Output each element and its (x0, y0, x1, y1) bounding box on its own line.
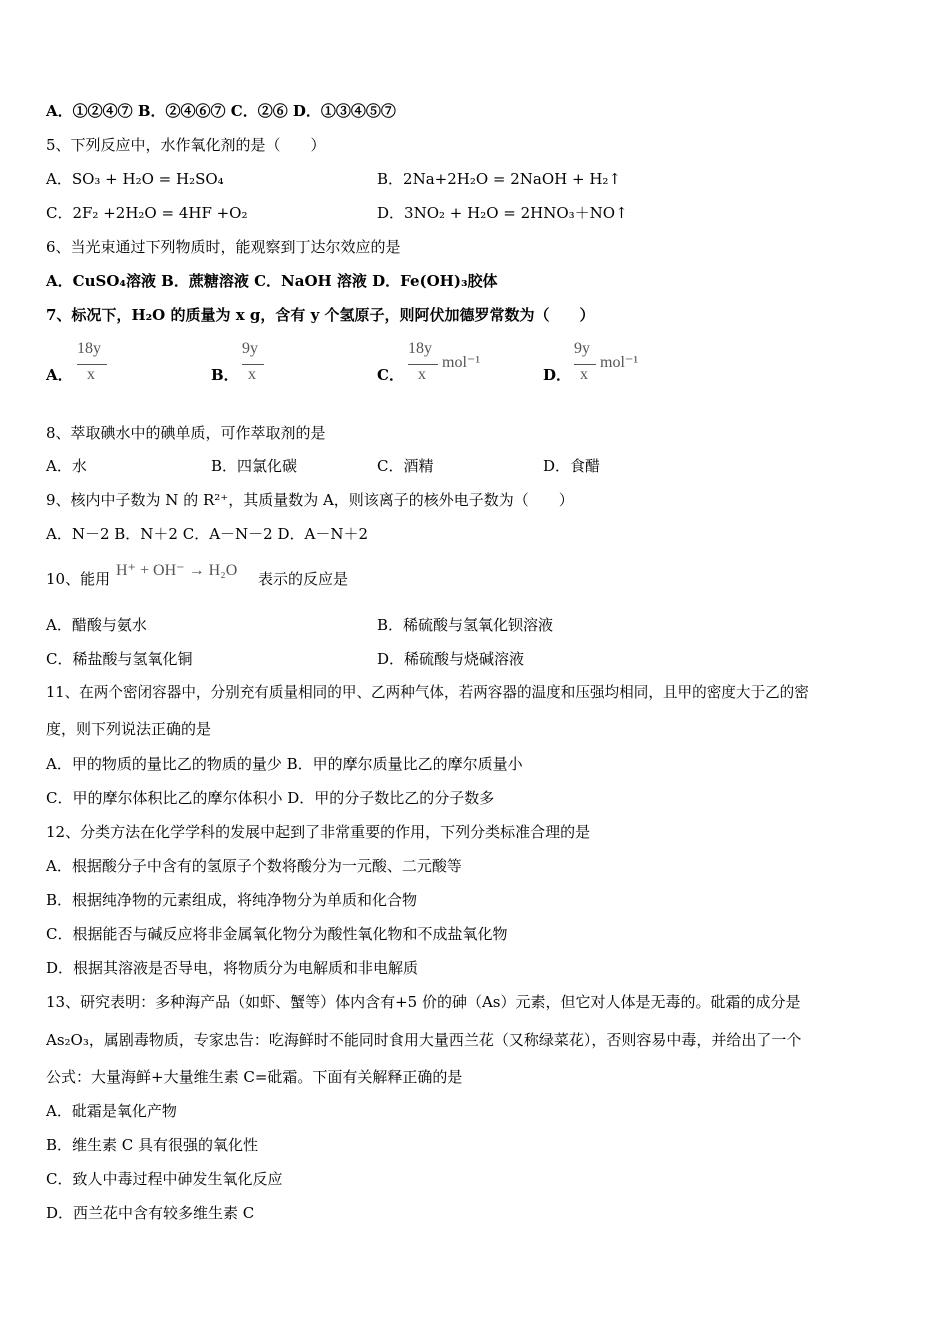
q7-c-numerator: 18y (408, 340, 432, 357)
q10-option-b: B．稀硫酸与氢氧化钡溶液 (377, 616, 554, 634)
q7-a-fraction-bar (77, 364, 107, 365)
q7-d-numerator: 9y (574, 340, 590, 357)
q11-options-line-1: A．甲的物质的量比乙的物质的量少 B．甲的摩尔质量比乙的摩尔质量小 (46, 755, 523, 773)
q13-stem-line-2: As₂O₃，属剧毒物质，专家忠告：吃海鲜时不能同时食用大量西兰花（又称绿菜花），否则容易中毒，并给出了一个 (46, 1031, 802, 1049)
q5-stem: 5、下列反应中，水作氧化剂的是（ ） (46, 136, 326, 154)
q6-options: A．CuSO₄溶液 B．蔗糖溶液 C．NaOH 溶液 D．Fe(OH)₃胶体 (46, 272, 498, 290)
q12-option-a: A．根据酸分子中含有的氢原子个数将酸分为一元酸、二元酸等 (46, 857, 462, 875)
q7-label-d: D． (543, 366, 572, 384)
q13-option-c: C．致人中毒过程中砷发生氧化反应 (46, 1170, 283, 1188)
q8-option-c: C．酒精 (377, 457, 434, 475)
q10-option-c: C．稀盐酸与氢氧化铜 (46, 650, 193, 668)
q8-stem: 8、萃取碘水中的碘单质，可作萃取剂的是 (46, 424, 326, 442)
q7-d-unit: mol⁻¹ (600, 354, 639, 371)
q7-a-denominator: x (87, 366, 95, 383)
q7-label-a: A． (46, 366, 73, 384)
q13-option-d: D．西兰花中含有较多维生素 C (46, 1204, 255, 1222)
q4-options: A．①②④⑦ B．②④⑥⑦ C．②⑥ D．①③④⑤⑦ (46, 102, 396, 120)
q5-option-c: C．2F₂ +2H₂O = 4HF +O₂ (46, 204, 248, 222)
q7-d-fraction-bar (574, 364, 596, 365)
q6-stem: 6、当光束通过下列物质时，能观察到丁达尔效应的是 (46, 238, 401, 256)
q10-stem-prefix: 10、能用 (46, 570, 111, 588)
q11-options-line-2: C．甲的摩尔体积比乙的摩尔体积小 D．甲的分子数比乙的分子数多 (46, 789, 495, 807)
q7-label-c: C． (377, 366, 404, 384)
q13-option-a: A．砒霜是氧化产物 (46, 1102, 177, 1120)
q7-c-unit: mol⁻¹ (442, 354, 481, 371)
q8-option-b: B．四氯化碳 (211, 457, 298, 475)
q7-b-fraction-bar (242, 364, 264, 365)
q7-b-denominator: x (248, 366, 256, 383)
q7-c-fraction-bar (408, 364, 438, 365)
q12-option-b: B．根据纯净物的元素组成，将纯净物分为单质和化合物 (46, 891, 418, 909)
q7-a-numerator: 18y (77, 340, 101, 357)
q10-stem-suffix: 表示的反应是 (258, 570, 349, 588)
q12-stem: 12、分类方法在化学学科的发展中起到了非常重要的作用，下列分类标准合理的是 (46, 823, 591, 841)
q5-option-b: B．2Na+2H₂O = 2NaOH + H₂↑ (377, 170, 621, 188)
q7-d-denominator: x (580, 366, 588, 383)
q9-stem: 9、核内中子数为 N 的 R²⁺，其质量数为 A，则该离子的核外电子数为（ ） (46, 491, 574, 509)
q9-options: A．N－2 B．N＋2 C．A－N－2 D．A－N＋2 (46, 525, 369, 543)
q10-ionic-equation: H⁺ + OH⁻ → H₂O (116, 562, 238, 579)
q13-stem-line-3: 公式：大量海鲜+大量维生素 C=砒霜。下面有关解释正确的是 (46, 1068, 463, 1086)
q12-option-d: D．根据其溶液是否导电，将物质分为电解质和非电解质 (46, 959, 419, 977)
q5-option-d: D．3NO₂ + H₂O = 2HNO₃＋NO↑ (377, 204, 628, 222)
q7-b-numerator: 9y (242, 340, 258, 357)
q8-option-a: A．水 (46, 457, 87, 475)
q13-option-b: B．维生素 C 具有很强的氧化性 (46, 1136, 259, 1154)
q7-label-b: B． (211, 366, 239, 384)
q7-stem: 7、标况下，H₂O 的质量为 x g，含有 y 个氢原子，则阿伏加德罗常数为（ ） (46, 306, 595, 324)
q11-stem-line-2: 度，则下列说法正确的是 (46, 720, 212, 738)
q8-option-d: D．食醋 (543, 457, 601, 475)
q7-c-denominator: x (418, 366, 426, 383)
q13-stem-line-1: 13、研究表明：多种海产品（如虾、蟹等）体内含有+5 价的砷（As）元素，但它对人体是无毒的。砒霜的成分是 (46, 993, 801, 1011)
q10-option-a: A．醋酸与氨水 (46, 616, 147, 634)
q12-option-c: C．根据能否与碱反应将非金属氧化物分为酸性氧化物和不成盐氧化物 (46, 925, 508, 943)
q10-option-d: D．稀硫酸与烧碱溶液 (377, 650, 525, 668)
q11-stem-line-1: 11、在两个密闭容器中，分别充有质量相同的甲、乙两种气体，若两容器的温度和压强均相同，且甲的密度大于乙的密 (46, 684, 809, 701)
q5-option-a: A．SO₃ + H₂O = H₂SO₄ (46, 170, 224, 188)
